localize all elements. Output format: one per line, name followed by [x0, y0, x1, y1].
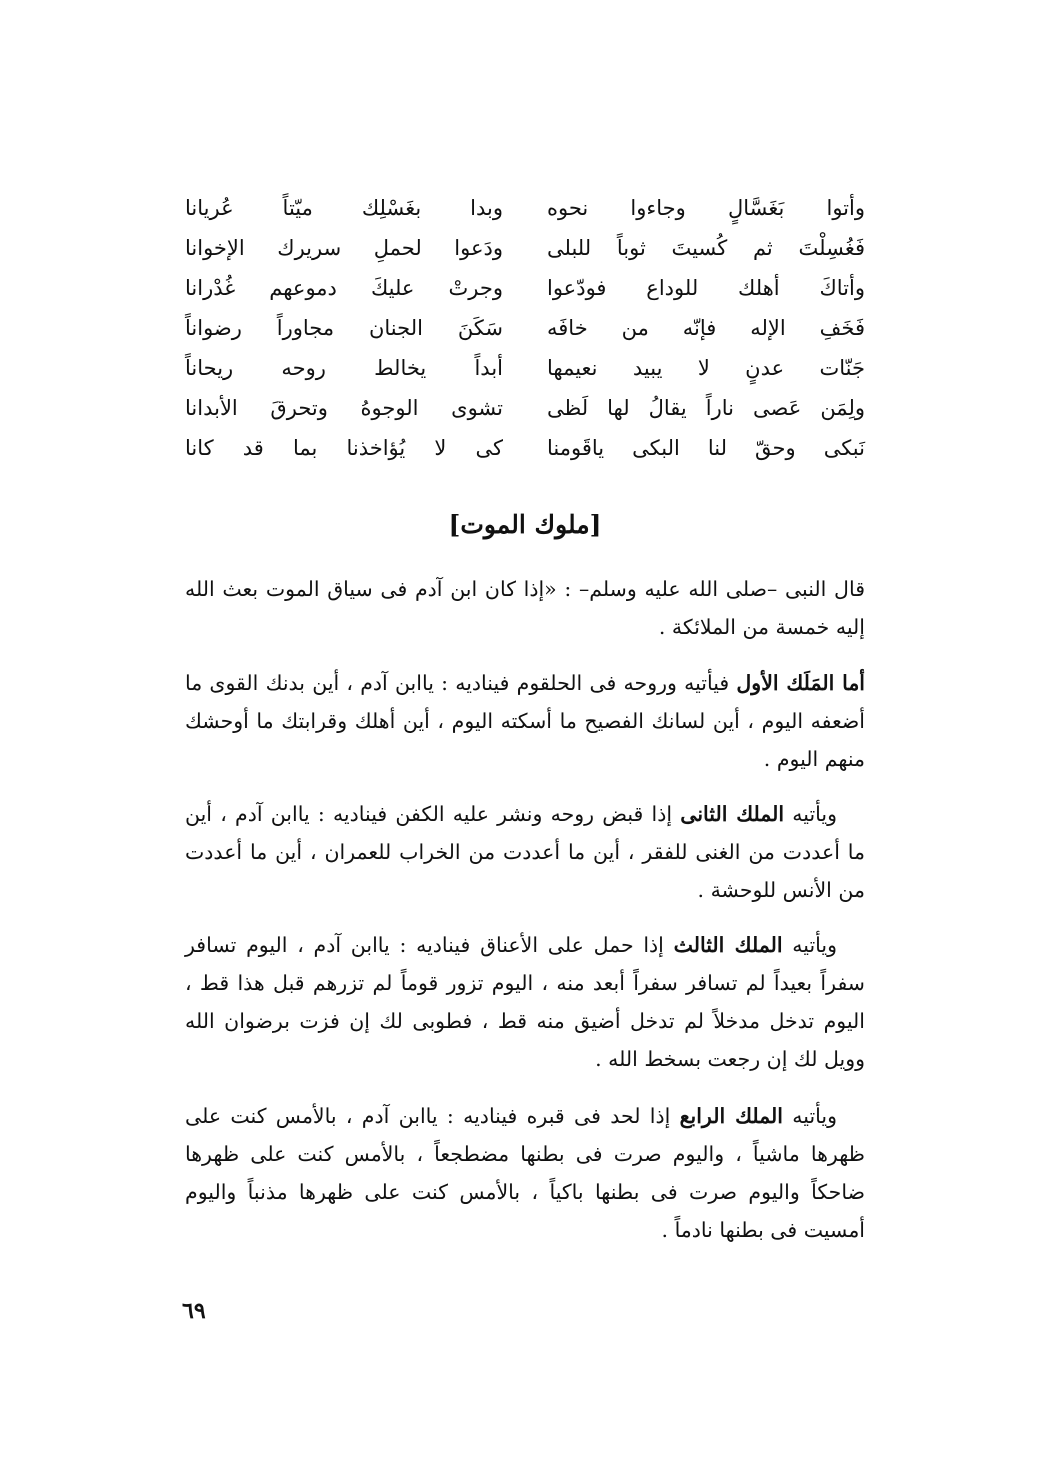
hemistich-second: وبدا بغَسْلِك ميّتاً عُريانا [185, 196, 503, 220]
poem-verse [185, 308, 865, 348]
hemistich-first: نَبكى وحقّ لنا البكى ياقَومنا [547, 436, 865, 460]
hemistich-first: ولِمَن عَصى ناراً يقالُ لها لَظى [547, 396, 865, 420]
paragraph-text: إذا قبض روحه ونشر عليه الكفن فيناديه : ياابن آدم ، أين ما أعددت من الغنى للفقر ، أين ما أعددت من الخراب للعمران ، أين ما أعددت من الأنس للوحشة . [185, 802, 865, 902]
hemistich-second: وجرتْ عليكَ دموعهم غُدْرانا [185, 276, 503, 300]
paragraph-third-angel [185, 926, 865, 1078]
paragraph-lead: الملك الثانى [680, 802, 785, 826]
section-title: [ملوك الموت] [448, 510, 602, 539]
hemistich-second: سَكَنَ الجنان مجاوراً رضواناً [185, 316, 503, 340]
poem-verse [185, 268, 865, 308]
paragraph-prefix: ويأتيه [782, 1104, 838, 1128]
paragraph-prefix: ويأتيه [782, 933, 838, 957]
hemistich-second: تشوى الوجوهُ وتحرقَ الأبدانا [185, 396, 503, 420]
hemistich-first: وأتاكَ أهلك للوداع فودّعوا [547, 276, 865, 300]
hemistich-first: جَنّات عدنٍ لا يبيد نعيمها [547, 356, 865, 380]
hemistich-first: فَغُسِلْتَ ثم كُسيتَ ثوباً للبلى [547, 236, 865, 260]
poem-verse [185, 348, 865, 388]
poem-verse [185, 188, 865, 228]
paragraph-first-angel [185, 664, 865, 778]
poem-verse [185, 388, 865, 428]
poem-verse [185, 428, 865, 468]
paragraph-prefix: ويأتيه [784, 802, 837, 826]
paragraph-text: إذا حمل على الأعناق فيناديه : ياابن آدم ، اليوم تسافر سفراً بعيداً لم تسافر سفراً أبعد منه ، اليوم تزور قوماً لم تزرهم قبل هذا قط ، اليوم تدخل مدخلاً لم تدخل أضيق منه قط ، فطوبى لك إن فزت برضوان الله وويل لك إن رجعت بسخط الله . [185, 933, 865, 1071]
poem-verse [185, 228, 865, 268]
paragraph-text: فيأتيه وروحه فى الحلقوم فيناديه : ياابن آدم ، أين بدنك القوى ما أضعفه اليوم ، أين لسانك الفصيح ما أسكته اليوم ، أين أهلك وقرابتك ما أوحشك منهم اليوم . [185, 671, 865, 771]
paragraph-text: إذا لحد فى قبره فيناديه : ياابن آدم ، بالأمس كنت على ظهرها ماشياً ، واليوم صرت فى بطنها مضطجعاً ، بالأمس كنت على ظهرها ضاحكاً واليوم صرت فى بطنها باكياً ، بالأمس كنت على ظهرها مذنباً واليوم أمسيت فى بطنها نادماً . [185, 1104, 865, 1242]
hemistich-first: وأتوا بَغَسَّالٍ وجاءوا نحوه [547, 196, 865, 220]
hemistich-second: كى لا يُؤاخذنا بما قد كانا [185, 436, 503, 460]
paragraph-lead: أما المَلَك الأول [736, 671, 866, 695]
hemistich-second: أبداً يخالط روحه ريحاناً [185, 356, 503, 380]
paragraph-hadith [185, 570, 865, 646]
paragraph-lead: الملك الرابع [679, 1104, 783, 1128]
poem [185, 188, 865, 468]
paragraph-second-angel [185, 795, 865, 909]
page-number: ٦٩ [182, 1298, 206, 1324]
paragraph-text: قال النبى –صلى الله عليه وسلم– : «إذا كان ابن آدم فى سياق الموت بعث الله إليه خمسة من الملائكة . [185, 577, 865, 639]
hemistich-first: فَخَفِ الإله فإنّه من خافَه [547, 316, 865, 340]
paragraph-lead: الملك الثالث [673, 933, 783, 957]
paragraph-fourth-angel [185, 1097, 865, 1249]
hemistich-second: ودَعوا لحملِ سريرك الإخوانا [185, 236, 503, 260]
